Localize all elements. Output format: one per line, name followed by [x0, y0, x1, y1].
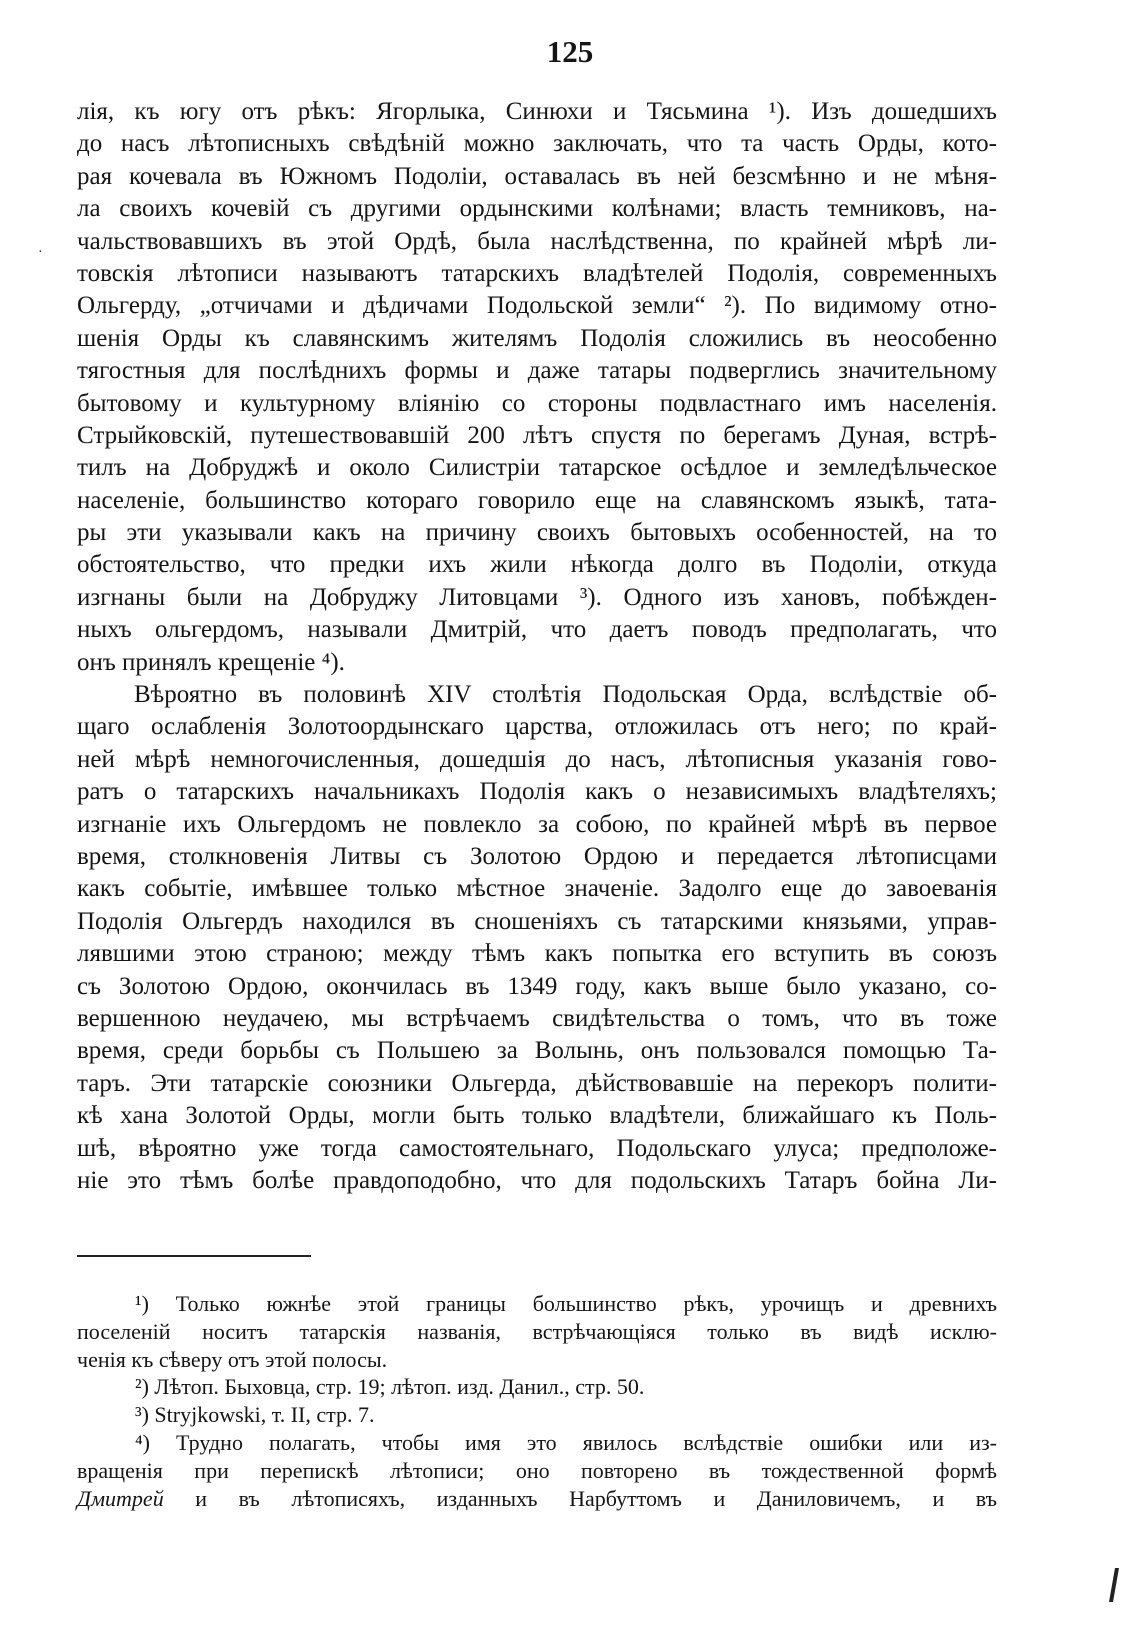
footnote-line: ³) Stryjkowski, т. II, стр. 7. [135, 1402, 375, 1428]
body-line: какъ событіе, имѣвшее только мѣстное значеніе. Задолго еще до завоеванія [77, 875, 997, 903]
body-line: изгнаніе ихъ Ольгердомъ не повлекло за собою, по крайней мѣрѣ въ первое [77, 810, 997, 838]
body-line: ныхъ ольгердомъ, называли Дмитрій, что даетъ поводъ предполагать, что [77, 616, 997, 644]
footnote-separator [77, 1255, 311, 1257]
body-line: населеніе, большинство котораго говорило еще на славянскомъ языкѣ, тата- [77, 486, 997, 514]
body-line: таръ. Эти татарскіе союзники Ольгерда, дѣйствовавшіе на перекоръ полити- [77, 1069, 997, 1097]
footnote-line: Дмитрей и въ лѣтописяхъ, изданныхъ Нарбуттомъ и Даниловичемъ, и въ [77, 1485, 997, 1511]
body-line: время, столкновенія Литвы съ Золотою Ордою и передается лѣтописцами [77, 842, 997, 870]
page-number: 125 [546, 34, 594, 69]
margin-dot: · [38, 245, 43, 260]
body-line: вершенною неудачею, мы встрѣчаемъ свидѣтельства о томъ, что въ тоже [77, 1004, 997, 1032]
footnote-line: ченія къ сѣверу отъ этой полосы. [77, 1346, 388, 1372]
body-line: ней мѣрѣ немногочисленныя, дошедшія до насъ, лѣтописныя указанія гово- [77, 745, 997, 773]
body-line: ратъ о татарскихъ начальникахъ Подолія какъ о независимыхъ владѣтеляхъ; [77, 778, 997, 806]
margin-mark [1109, 1568, 1119, 1602]
footnote-line: поселеній носитъ татарскія названія, встрѣчающіяся только въ видѣ исклю- [77, 1318, 997, 1344]
body-line: лія, къ югу отъ рѣкъ: Ягорлыка, Синюхи и Тясьмина ¹). Изъ дошедшихъ [77, 98, 997, 125]
body-line: Ольгерду, „отчичами и дѣдичами Подольской земли“ ²). По видимому отно- [77, 292, 997, 320]
body-line: товскія лѣтописи называютъ татарскихъ владѣтелей Подолія, современныхъ [77, 259, 997, 287]
body-line: съ Золотою Ордою, окончилась въ 1349 году, какъ выше было указано, со- [77, 972, 997, 1000]
body-line: тягостныя для послѣднихъ формы и даже татары подверглись значительному [77, 357, 997, 385]
body-line: ры эти указывали какъ на причину своихъ бытовыхъ особенностей, на то [77, 519, 997, 547]
footnote-line: вращенія при перепискѣ лѣтописи; оно повторено въ тождественной формѣ [77, 1457, 997, 1483]
body-line: лявшими этою страною; между тѣмъ какъ попытка его вступить въ союзъ [77, 940, 997, 968]
footnote-line: ⁴) Трудно полагать, чтобы имя это явилось вслѣдствіе ошибки или из- [135, 1429, 997, 1455]
body-line: Стрыйковскій, путешествовавшій 200 лѣтъ спустя по берегамъ Дуная, встрѣ- [77, 421, 997, 449]
footnote-line: ²) Лѣтоп. Быховца, стр. 19; лѣтоп. изд. Данил., стр. 50. [135, 1374, 645, 1400]
body-line: онъ принялъ крещеніе ⁴). [77, 648, 345, 676]
body-line: обстоятельство, что предки ихъ жили нѣкогда долго въ Подоліи, откуда [77, 551, 997, 579]
body-line: до насъ лѣтописныхъ свѣдѣній можно заключать, что та часть Орды, кото- [77, 130, 997, 158]
body-line: Вѣроятно въ половинѣ XIV столѣтія Подольская Орда, вслѣдствіе об- [134, 681, 997, 709]
body-line: бытовому и культурному вліянію со стороны подвластнаго имъ населенія. [77, 389, 997, 417]
footnote-line: ¹) Только южнѣе этой границы большинство рѣкъ, урочищъ и древнихъ [135, 1291, 997, 1316]
body-text [77, 96, 997, 1197]
body-line: чальствовавшихъ въ этой Ордѣ, была наслѣдственна, по крайней мѣрѣ ли- [77, 227, 997, 255]
italic-name: Дмитрей [77, 1485, 164, 1511]
body-line: шѣ, вѣроятно уже тогда самостоятельнаго, Подольскаго улуса; предположе- [77, 1134, 997, 1162]
body-line: тилъ на Добруджѣ и около Силистріи татарское осѣдлое и земледѣльческое [77, 454, 997, 482]
body-line: Подолія Ольгердъ находился въ сношеніяхъ съ татарскими князьями, управ- [77, 907, 997, 935]
body-line: ла своихъ кочевій съ другими ордынскими колѣнами; власть темниковъ, на- [77, 195, 997, 223]
footnotes [77, 1290, 997, 1512]
body-line: кѣ хана Золотой Орды, могли быть только владѣтели, ближайшаго къ Поль- [77, 1102, 997, 1130]
body-line: изгнаны были на Добруджу Литовцами ³). Одного изъ хановъ, побѣжден- [77, 583, 997, 611]
body-line: ніе это тѣмъ болѣе правдоподобно, что для подольскихъ Татаръ бойна Ли- [77, 1166, 997, 1194]
body-line: шенія Орды къ славянскимъ жителямъ Подолія сложились въ неособенно [77, 324, 997, 352]
body-line: время, среди борьбы съ Польшею за Волынь, онъ пользовался помощью Та- [77, 1037, 997, 1065]
body-line: щаго ослабленія Золотоордынскаго царства, отложилась отъ него; по край- [77, 713, 997, 741]
body-line: рая кочевала въ Южномъ Подоліи, оставалась въ ней безсмѣнно и не мѣня- [77, 162, 997, 190]
